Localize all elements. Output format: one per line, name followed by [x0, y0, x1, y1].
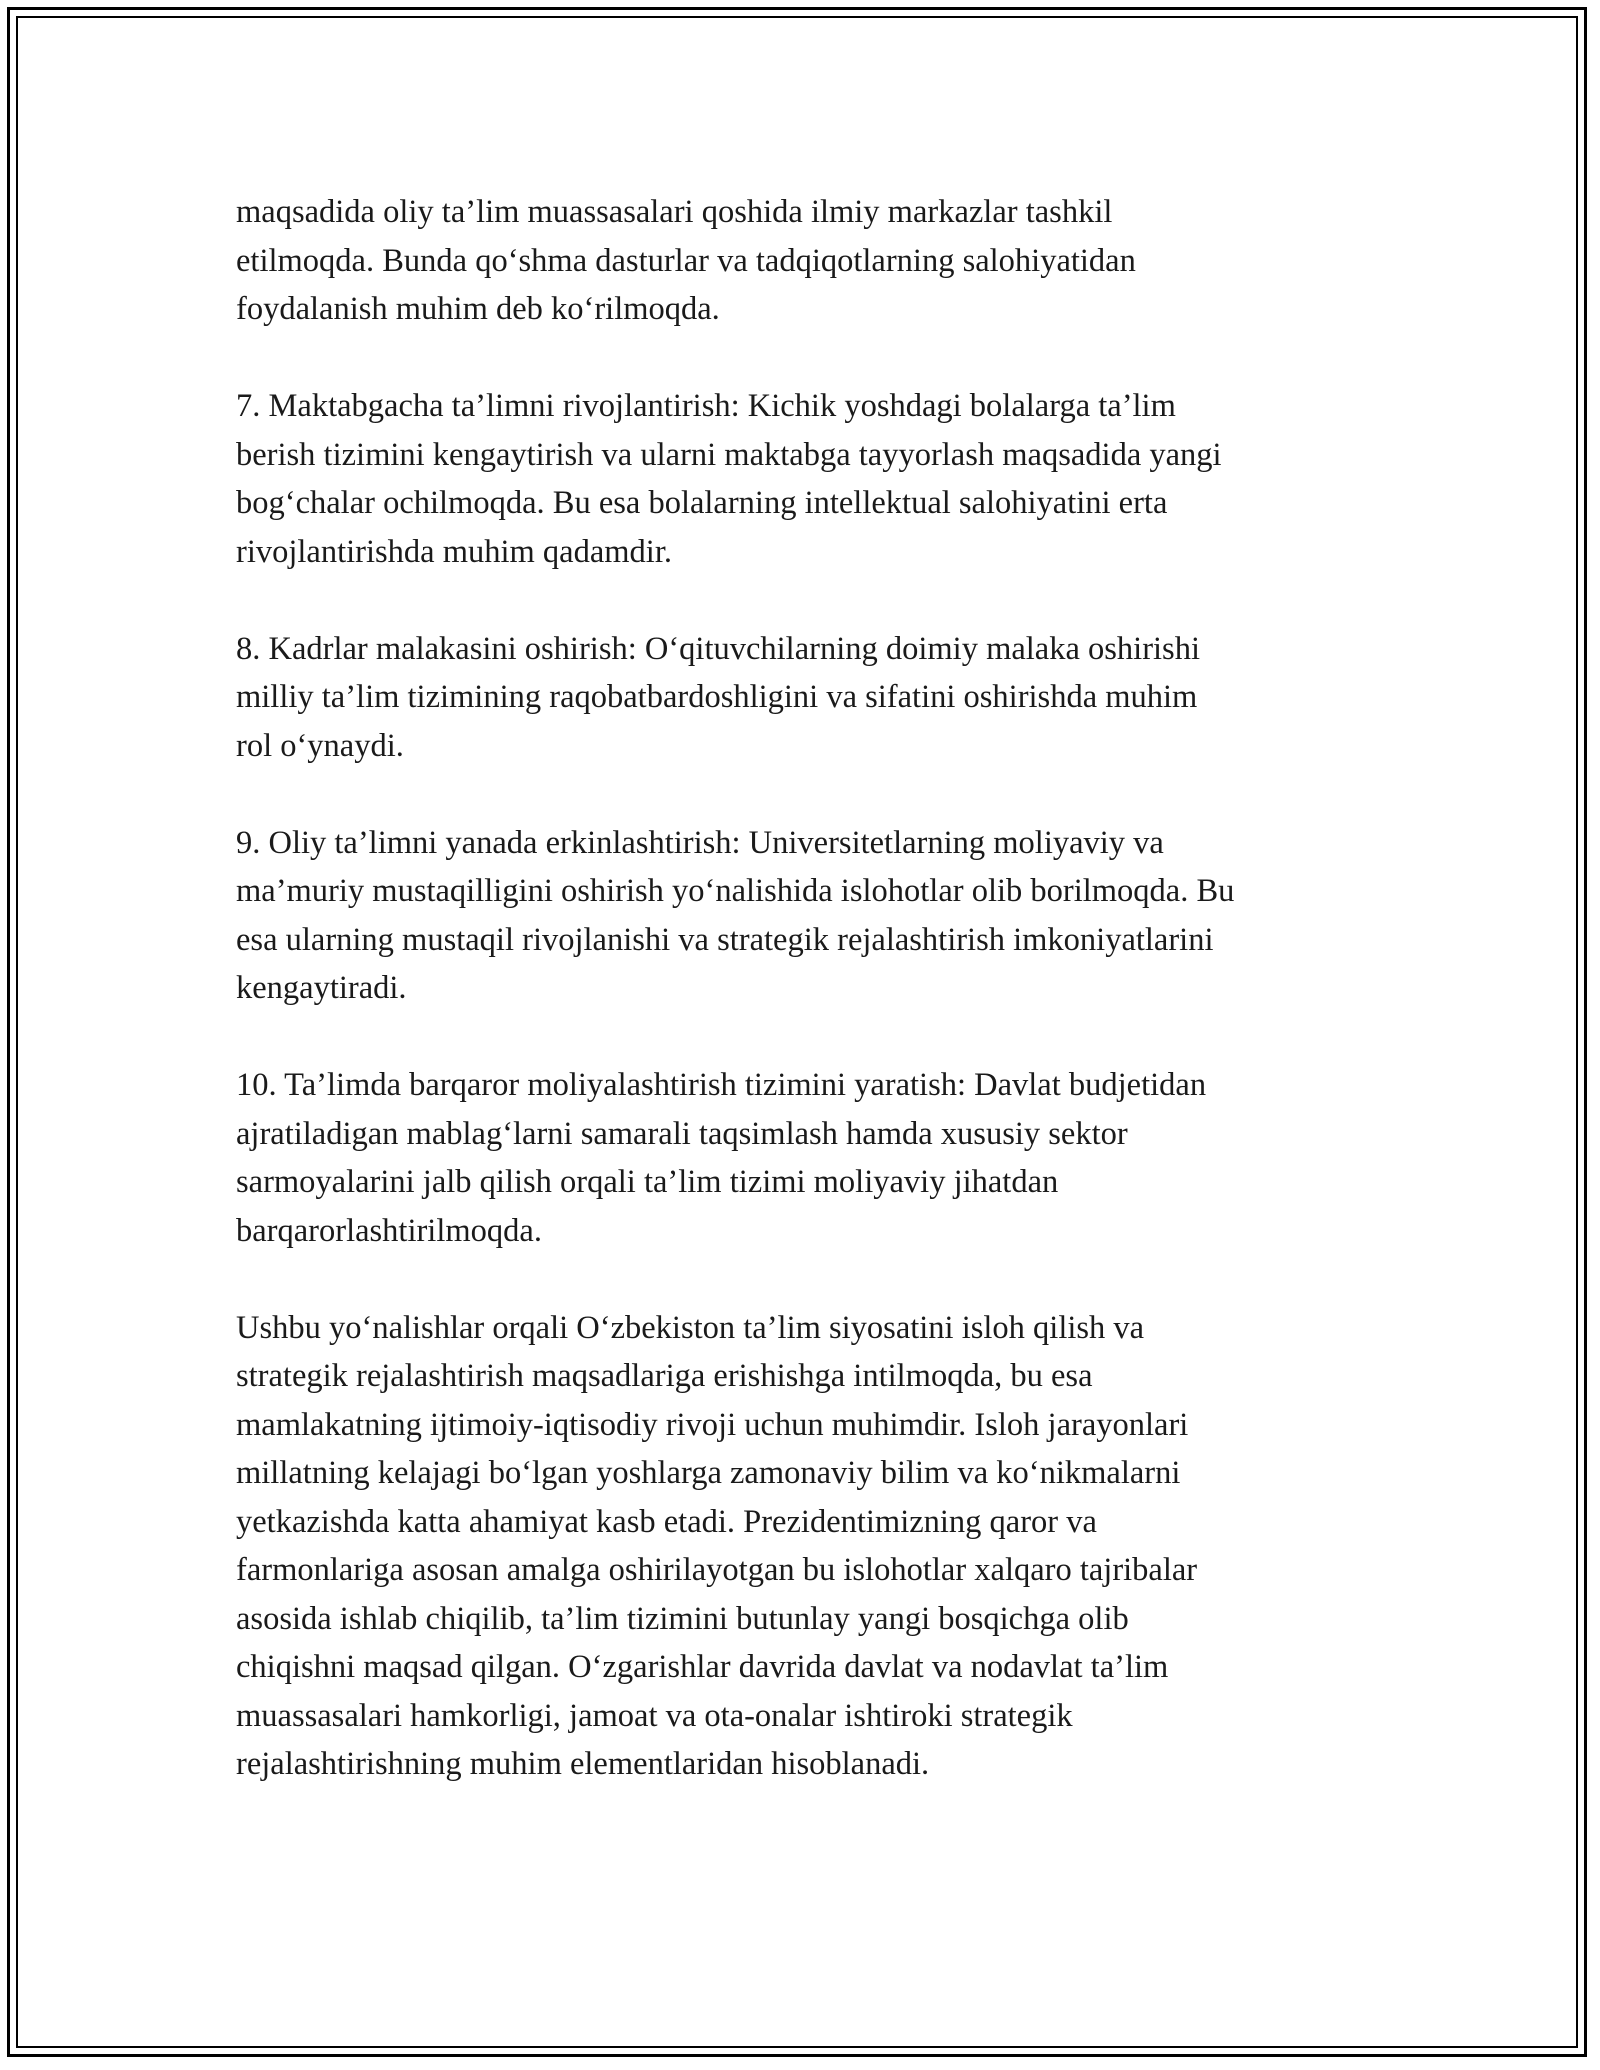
paragraph-item-10: 10. Ta’limda barqaror moliyalashtirish tizimini yaratish: Davlat budjetidan ajratiladigan mablag‘larni samarali taqsimlash hamda xususiy sektor sarmoyalarini jalb qilish orqali ta’lim tizimi moliyaviy jihatdan barqarorlashtirilmoqda. — [236, 1067, 1207, 1249]
paragraph-intro-continuation: maqsadida oliy ta’lim muassasalari qoshida ilmiy markazlar tashkil etilmoqda. Bunda qo‘shma dasturlar va tadqiqotlarning salohiyatidan foydalanish muhim deb ko‘rilmoqda. — [236, 194, 1136, 327]
paragraph-item-8: 8. Kadrlar malakasini oshirish: O‘qituvchilarning doimiy malaka oshirishi milliy ta’lim tizimining raqobatbardoshligini va sifatini oshirishda muhim rol o‘ynaydi. — [236, 630, 1200, 764]
paragraph-item-7: 7. Maktabgacha ta’limni rivojlantirish: Kichik yoshdagi bolalarga ta’lim berish tizimini kengaytirish va ularni maktabga tayyorlash maqsadida yangi bog‘chalar ochilmoqda. Bu esa bolalarning intellektual salohiyatini erta rivojlantirishda muhim qadamdir. — [236, 388, 1222, 570]
paragraph-conclusion: Ushbu yo‘nalishlar orqali O‘zbekiston ta’lim siyosatini isloh qilish va strategik rejalashtirish maqsadlariga erishishga intilmoqda, bu esa mamlakatning ijtimoiy-iqtisodiy rivoji uchun muhimdir. Isloh jarayonlari millatning kelajagi bo‘lgan yoshlarga zamonaviy bilim va ko‘nikmalarni yetkazishda katta ahamiyat kasb etadi. Prezidentimizning qaror va farmonlariga asosan amalga oshirilayotgan bu islohotlar xalqaro tajribalar asosida ishlab chiqilib, ta’lim tizimini butunlay yangi bosqichga olib chiqishni maqsad qilgan. O‘zgarishlar davrida davlat va nodavlat ta’lim muassasalari hamkorligi, jamoat va ota-onalar ishtiroki strategik rejalashtirishning muhim elementlaridan hisoblanadi. — [236, 1309, 1198, 1782]
paragraph-item-9: 9. Oliy ta’limni yanada erkinlashtirish: Universitetlarning moliyaviy va ma’muriy mustaqilligini oshirish yo‘nalishida islohotlar olib borilmoqda. Bu esa ularning mustaqil rivojlanishi va strategik rejalashtirish imkoniyatlarini kengaytiradi. — [236, 824, 1235, 1006]
document-body — [236, 188, 1376, 1837]
